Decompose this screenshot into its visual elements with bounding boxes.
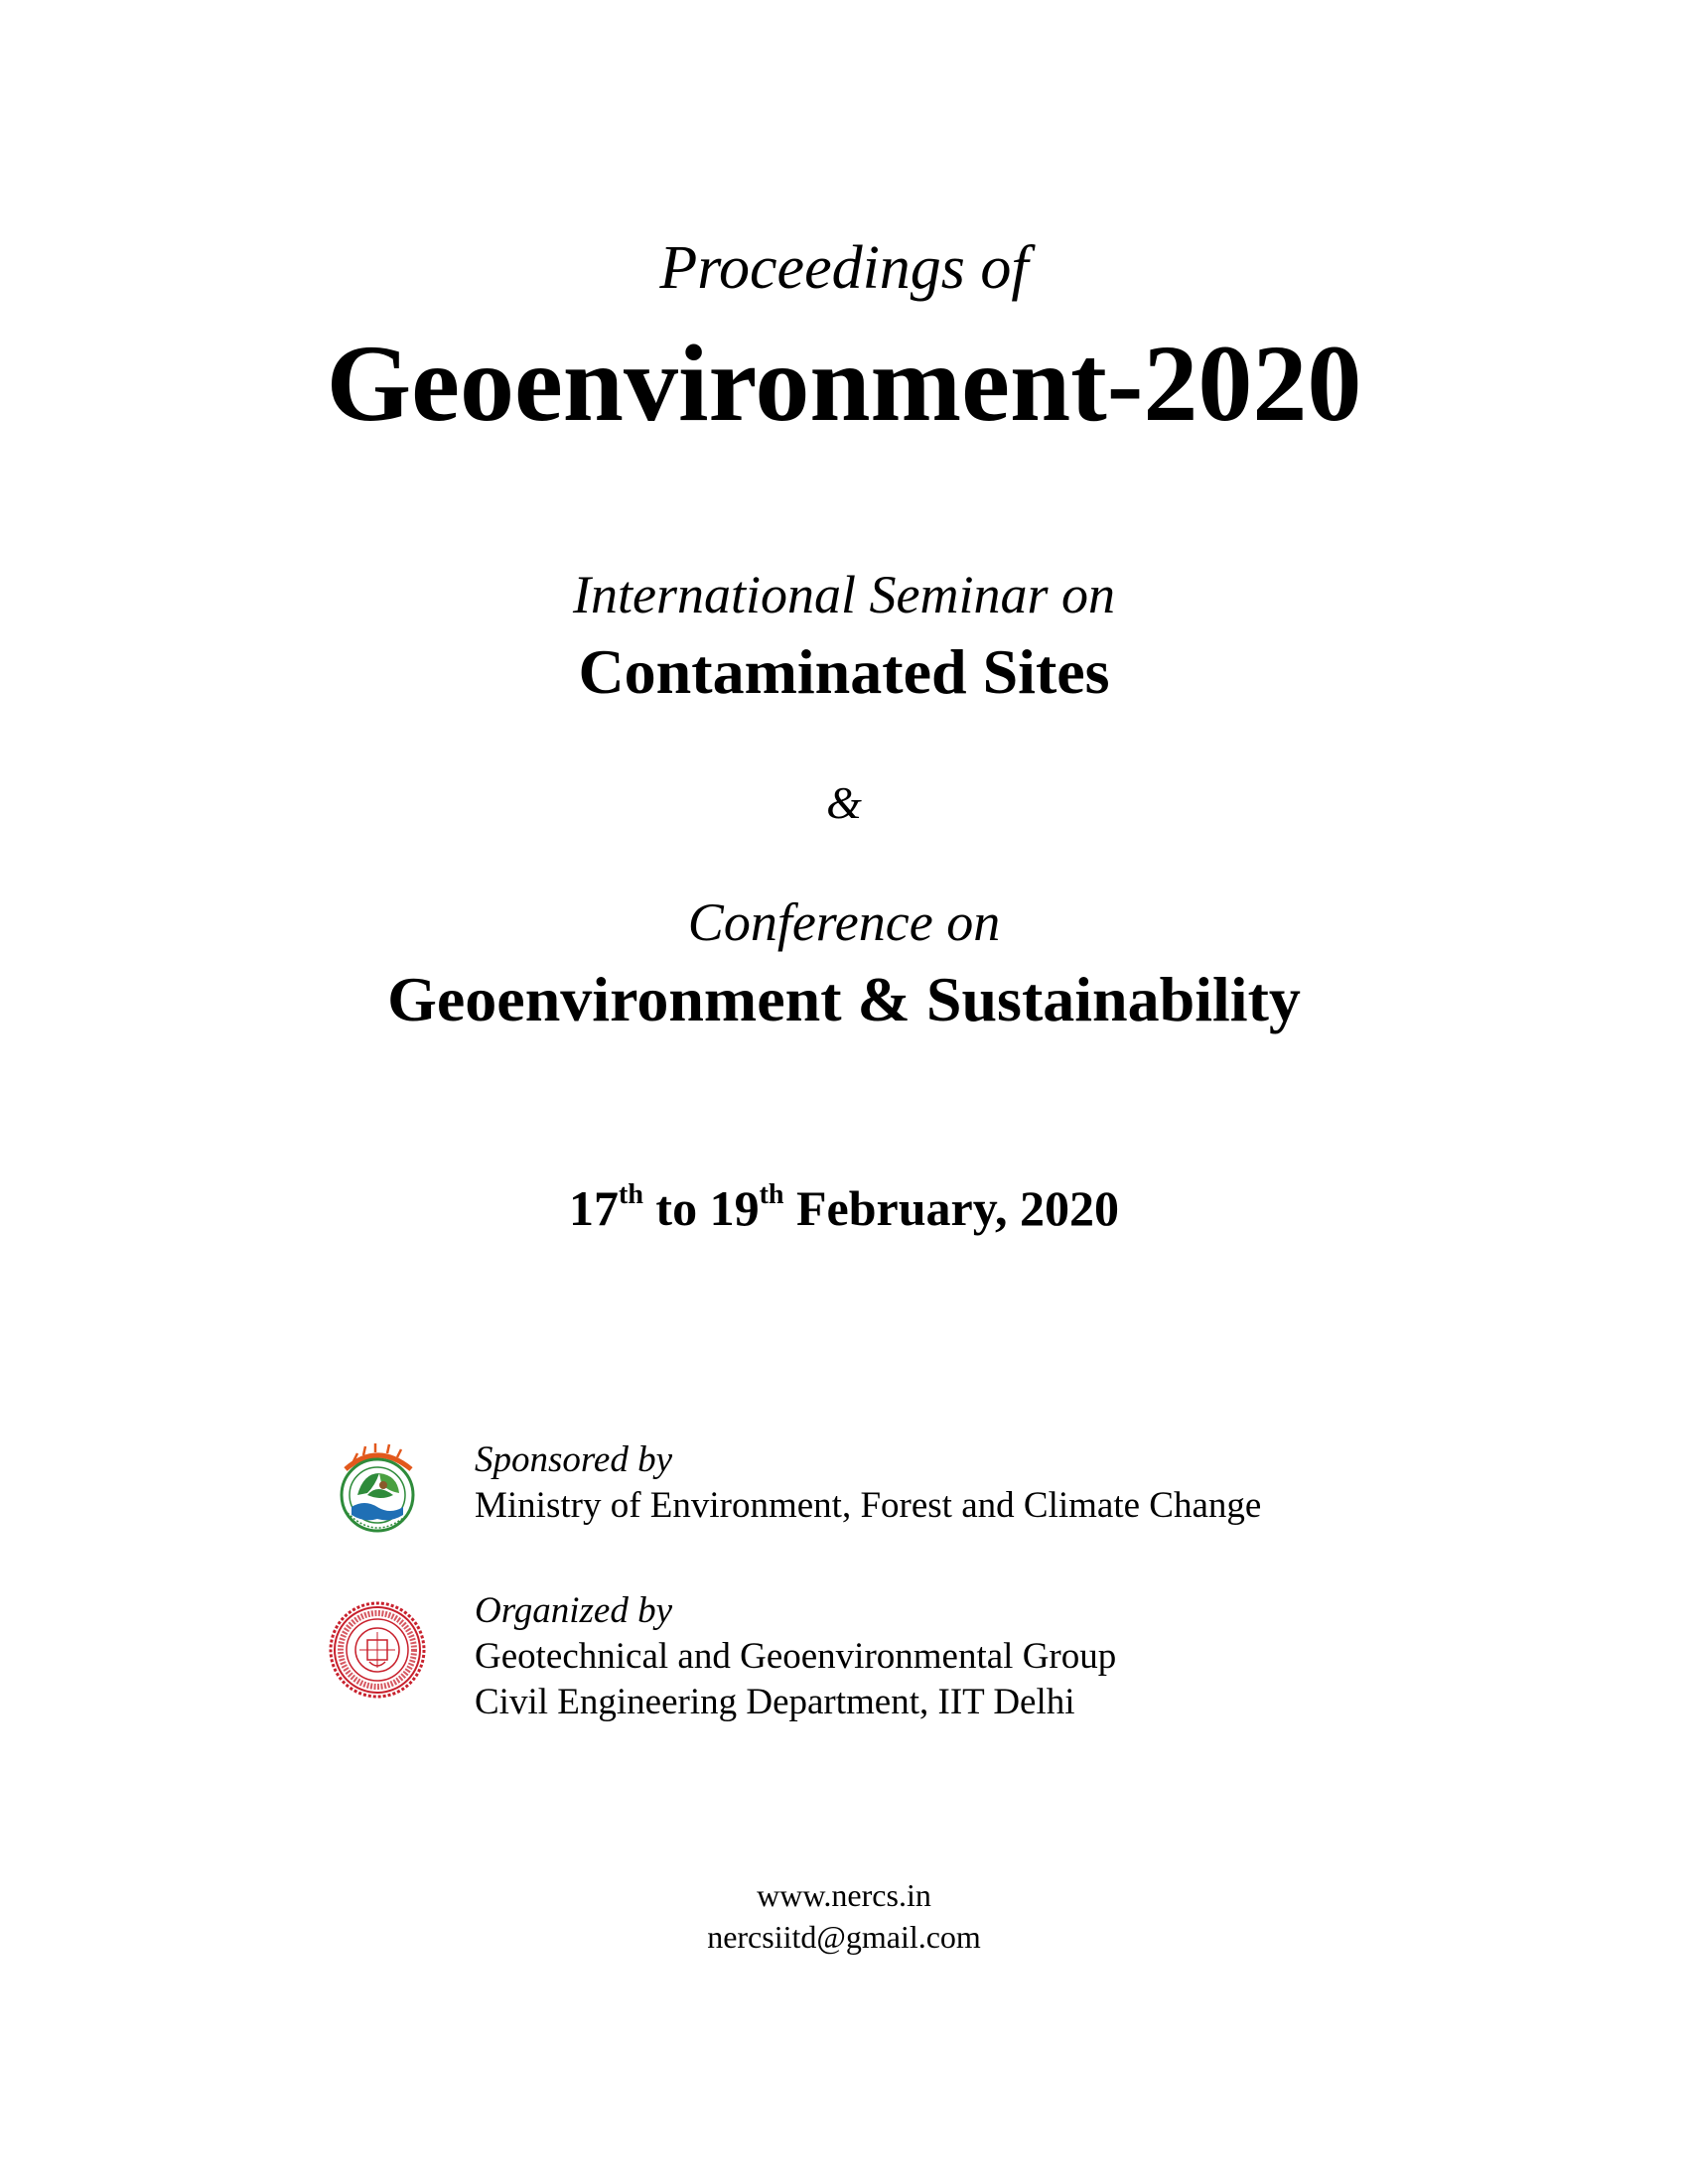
- ampersand-separator: &: [826, 777, 862, 828]
- website-link[interactable]: www.nercs.in: [757, 1877, 931, 1913]
- sponsor-label: Sponsored by: [475, 1439, 673, 1480]
- moefcc-emblem-icon: [328, 1439, 427, 1539]
- conference-intro: Conference on: [687, 892, 1001, 952]
- organizer-block: [475, 1588, 1116, 1725]
- event-dates: [0, 1179, 1688, 1237]
- seminar-name: Contaminated Sites: [578, 636, 1110, 707]
- organizer-department: Civil Engineering Department, IIT Delhi: [475, 1682, 1075, 1722]
- sponsor-name: Ministry of Environment, Forest and Climate Change: [475, 1485, 1262, 1526]
- start-day: 17: [569, 1180, 620, 1236]
- date-connector: to: [655, 1180, 698, 1236]
- conference-name: Geoenvironment & Sustainability: [387, 964, 1301, 1034]
- sponsor-block: [475, 1437, 1261, 1529]
- seminar-intro: International Seminar on: [573, 565, 1115, 624]
- iit-delhi-seal-icon: [328, 1600, 427, 1700]
- end-day-suffix: th: [759, 1179, 784, 1210]
- organizer-label: Organized by: [475, 1590, 673, 1631]
- contact-block: [0, 1874, 1688, 1958]
- month-year: February, 2020: [795, 1180, 1119, 1236]
- start-day-suffix: th: [619, 1179, 643, 1210]
- end-day: 19: [709, 1180, 760, 1236]
- email-link[interactable]: nercsiitd@gmail.com: [707, 1919, 981, 1955]
- organizer-group: Geotechnical and Geoenvironmental Group: [475, 1636, 1117, 1677]
- proceedings-of-label: Proceedings of: [659, 234, 1029, 302]
- document-title: Geoenvironment-2020: [326, 323, 1362, 444]
